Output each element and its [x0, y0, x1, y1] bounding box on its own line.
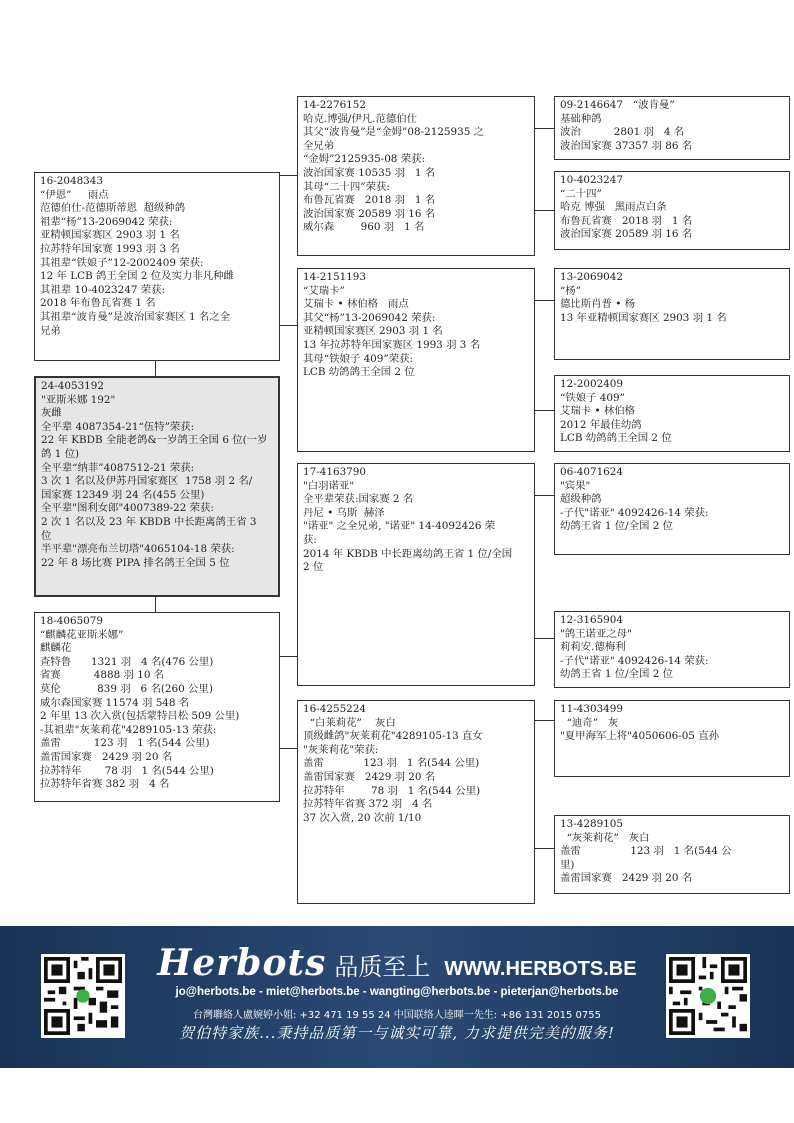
pedigree-line: 17-4163790: [303, 466, 367, 478]
pedigree-box-ggg-8: [554, 815, 790, 894]
pedigree-line: 灰雌: [41, 407, 62, 420]
pedigree-line: "夏甲海军上将"4050606-05 直孙: [560, 730, 719, 743]
pedigree-line: 位: [41, 529, 52, 542]
pedigree-line: 拉苏特年省赛 372 羽 4 名: [303, 798, 433, 811]
pedigree-line: “杨”: [560, 284, 582, 297]
pedigree-box-great-granddam-2: [297, 700, 535, 904]
footer-banner: [0, 926, 794, 1068]
pedigree-line: 鸽 1 位): [41, 447, 80, 460]
pedigree-line: 莫伦 839 羽 6 名(260 公里): [40, 682, 213, 695]
pedigree-line: -子代"诺亚" 4092426-14 荣获:: [560, 506, 709, 519]
pedigree-line: 09-2146647 “波肯曼”: [560, 99, 675, 111]
pedigree-line: 德比斯肖普 • 杨: [560, 298, 636, 311]
connector: [534, 210, 554, 211]
pedigree-line: "鸽王诺亚之母": [560, 627, 632, 640]
pedigree-line: 盖雷 123 羽 1 名(544 公: [560, 845, 732, 858]
pedigree-box-ggg-2: [554, 171, 790, 250]
pedigree-line: "灰莱莉花"荣获:: [303, 743, 379, 756]
pedigree-line: 13-2069042: [560, 271, 624, 283]
pedigree-line: 莉莉安.德梅利: [560, 641, 626, 654]
pedigree-line: 18-4065079: [40, 615, 104, 627]
pedigree-line: 获:: [303, 533, 317, 546]
pedigree-line: 波治国家赛 20589 羽 16 名: [560, 228, 693, 241]
pedigree-line: 其母“二十四”荣获:: [303, 180, 390, 193]
pedigree-line: “艾瑞卡”: [303, 284, 345, 297]
pedigree-line: 12 年 LCB 鸽王全国 2 位及实力非凡种雌: [40, 270, 234, 283]
pedigree-line: 盖雷国家赛 2429 羽 20 名: [40, 750, 173, 763]
pedigree-line: 布鲁瓦省赛 2018 羽 1 名: [560, 214, 693, 227]
pedigree-line: "诺亚" 之全兄弟, "诺亚" 14-4092426 荣: [303, 520, 496, 533]
pedigree-box-ggg-6: [554, 611, 790, 688]
pedigree-line: “麒麟花亚斯米娜”: [40, 628, 124, 641]
pedigree-line: 全平辈荣获:国家赛 2 名: [303, 493, 414, 506]
pedigree-line: 哈克 博强 黑雨点白条: [560, 201, 667, 214]
pedigree-line: 13 年亚精顿国家赛区 2903 羽 1 名: [560, 311, 727, 324]
pedigree-line: 拉苏特年 78 羽 1 名(544 公里): [303, 784, 481, 797]
pedigree-line: -子代"诺亚" 4092426-14 荣获:: [560, 654, 709, 667]
phone-contacts: 台灣聯絡人盧婉婷小姐: +32 471 19 55 24 中国联络人逵暉一先生: +86 131 2015 0755: [193, 1010, 601, 1021]
pedigree-line: 威尔森国家赛 11574 羽 548 名: [40, 696, 190, 709]
pedigree-line: 12-2002409: [560, 378, 624, 390]
pedigree-line: 13-4289105: [560, 818, 624, 830]
slogan: 品质至上: [334, 953, 431, 981]
pedigree-line: 2018 年布鲁瓦省赛 1 名: [40, 297, 156, 310]
pedigree-line: 波治国家赛 10535 羽 1 名: [303, 166, 436, 179]
pedigree-line: 其祖辈“铁娘子”12-2002409 荣获:: [40, 256, 204, 269]
pedigree-line: “迪奇” 灰: [560, 716, 619, 729]
pedigree-line: 13 年拉苏特年国家赛区 1993 羽 3 名: [303, 338, 481, 351]
pedigree-line: 艾瑞卡 • 林伯格 雨点: [303, 298, 409, 311]
pedigree-line: “铁娘子 409”: [560, 391, 625, 404]
pedigree-box-ggg-5: [554, 463, 790, 555]
connector: [280, 325, 297, 326]
pedigree-line: 波治 2801 羽 4 名: [560, 126, 685, 139]
pedigree-line: 基础种鸽: [560, 112, 602, 125]
pedigree-line: 哈克.博强/伊凡.范德伯仕: [303, 112, 418, 125]
pedigree-box-ggg-1: [554, 96, 790, 160]
connector: [280, 656, 297, 657]
pedigree-line: 幼鸽王省 1 位/全国 2 位: [560, 520, 674, 533]
pedigree-line: 16-4255224: [303, 703, 367, 715]
pedigree-line: "亚斯米娜 192": [41, 393, 116, 406]
pedigree-line: 国家赛 12349 羽 24 名(455 公里): [41, 488, 205, 501]
pedigree-line: “白莱莉花” 灰白: [303, 716, 396, 729]
pedigree-line: 其祖辈“波肯曼”是波治国家赛区 1 名之全: [40, 310, 231, 323]
pedigree-line: 拉苏特年省赛 382 羽 4 名: [40, 778, 170, 791]
pedigree-line: 2 位: [303, 561, 324, 574]
connector: [155, 596, 156, 613]
pedigree-line: 盖雷国家赛 2429 羽 20 名: [560, 872, 693, 885]
pedigree-line: 亚精顿国家赛区 2903 羽 1 名: [40, 229, 180, 242]
connector: [534, 128, 554, 129]
pedigree-line: 11-4303499: [560, 703, 624, 715]
pedigree-line: 24-4053192: [41, 380, 105, 392]
pedigree-line: 顶级雌鸽"灰莱莉花"4289105-13 直女: [303, 730, 483, 743]
pedigree-line: 亚精顿国家赛区 2903 羽 1 名: [303, 325, 443, 338]
pedigree-line: LCB 幼鸽鸽王全国 2 位: [303, 366, 415, 379]
connector: [534, 300, 554, 301]
pedigree-line: 威尔森 960 羽 1 名: [303, 221, 425, 234]
pedigree-line: "白羽诺亚": [303, 479, 355, 492]
pedigree-line: 盖雷国家赛 2429 羽 20 名: [303, 770, 436, 783]
pedigree-line: 幼鸽王省 1 位/全国 2 位: [560, 668, 674, 681]
pedigree-box-granddam: [34, 612, 280, 802]
pedigree-line: 兄弟: [40, 324, 61, 337]
pedigree-line: “二十四”: [560, 187, 602, 200]
pedigree-line: 其父“杨”13-2069042 荣获:: [303, 311, 436, 324]
pedigree-line: 查特鲁 1321 羽 4 名(476 公里): [40, 655, 214, 668]
pedigree-line: “伊恩” 雨点: [40, 188, 109, 201]
pedigree-box-ggg-4: [554, 375, 790, 452]
pedigree-line: 14-2151193: [303, 271, 367, 283]
pedigree-line: 里): [560, 858, 575, 871]
herbots-logo: Herbots: [157, 942, 327, 984]
connector: [534, 848, 554, 849]
pedigree-line: 12-3165904: [560, 614, 624, 626]
pedigree-line: “金姆”2125935-08 荣获:: [303, 153, 425, 166]
tagline: 贺伯特家族...秉持品质第一与诚实可靠, 力求提供完美的服务!: [179, 1024, 615, 1042]
connector: [534, 638, 554, 639]
pedigree-line: 其父“波肯曼”是“金姆”08-2125935 之: [303, 126, 485, 139]
pedigree-line: 全平辈 4087354-21“伍特”荣获:: [41, 420, 195, 433]
connector: [534, 720, 554, 721]
pedigree-line: 拉苏特年国家赛 1993 羽 3 名: [40, 242, 180, 255]
pedigree-line: 22 年 8 场比赛 PIPA 排名鸽王全国 5 位: [41, 556, 230, 569]
pedigree-box-ggg-7: [554, 700, 790, 777]
pedigree-line: 布鲁瓦省赛 2018 羽 1 名: [303, 194, 436, 207]
pedigree-line: 全平辈"图利女郎"4007389-22 荣获:: [41, 502, 214, 515]
pedigree-line: 2 次 1 名以及 23 年 KBDB 中长距离鸽王省 3: [41, 515, 257, 528]
pedigree-line: 06-4071624: [560, 466, 624, 478]
pedigree-box-great-granddam-1: [297, 268, 535, 452]
pedigree-line: 14-2276152: [303, 99, 367, 111]
connector: [155, 360, 156, 377]
pedigree-line: 半平辈"漂亮布兰切塔"4065104-18 荣获:: [41, 543, 235, 556]
pedigree-line: 其母“铁娘子 409”荣获:: [303, 352, 413, 365]
pedigree-box-grandsire: [34, 172, 280, 361]
brand-row: [0, 942, 794, 984]
connector: [280, 175, 297, 176]
pedigree-line: 16-2048343: [40, 175, 104, 187]
website-link[interactable]: WWW.HERBOTS.BE: [444, 958, 637, 980]
pedigree-line: 丹尼 • 乌斯 赫泽: [303, 506, 385, 519]
pedigree-line: 37 次入赏, 20 次前 1/10: [303, 811, 422, 824]
pedigree-line: 2012 年最佳幼鸽: [560, 418, 642, 431]
pedigree-box-great-grandsire-1: [297, 96, 535, 256]
pedigree-line: LCB 幼鸽鸽王全国 2 位: [560, 432, 672, 445]
pedigree-line: 麒麟花: [40, 642, 72, 655]
email-contacts[interactable]: jo@herbots.be - miet@herbots.be - wangting@herbots.be - pieterjan@herbots.be: [175, 986, 619, 998]
pedigree-line: 范德伯仕-范德斯蒂恩 超级种鸽: [40, 202, 186, 215]
pedigree-line: 盖雷 123 羽 1 名(544 公里): [40, 737, 210, 750]
pedigree-line: 全平辈“纳菲”4087512-21 荣获:: [41, 461, 195, 474]
pedigree-line: 拉苏特年 78 羽 1 名(544 公里): [40, 764, 214, 777]
connector: [280, 748, 297, 749]
pedigree-line: “灰莱莉花” 灰白: [560, 831, 650, 844]
pedigree-line: 2014 年 KBDB 中长距离幼鸽王省 1 位/全国: [303, 547, 513, 560]
pedigree-line: 10-4023247: [560, 174, 624, 186]
pedigree-box-ggg-3: [554, 268, 790, 360]
pedigree-line: 超级种鸽: [560, 493, 602, 506]
connector: [534, 495, 554, 496]
pedigree-line: 其祖辈 10-4023247 荣获:: [40, 283, 166, 296]
pedigree-line: 22 年 KBDB 全能老鸽&一岁鸽王全国 6 位(一岁: [41, 434, 268, 447]
pedigree-box-great-grandsire-2: [297, 463, 535, 686]
pedigree-line: 盖雷 123 羽 1 名(544 公里): [303, 757, 480, 770]
pedigree-line: "宾果": [560, 479, 591, 492]
pedigree-line: 波治国家赛 20589 羽 16 名: [303, 207, 436, 220]
pedigree-line: 艾瑞卡 • 林伯格: [560, 405, 636, 418]
pedigree-line: 波治国家赛 37357 羽 86 名: [560, 139, 693, 152]
pedigree-line: 全兄弟: [303, 139, 335, 152]
pedigree-line: -其祖辈"灰莱莉花"4289105-13 荣获:: [40, 723, 217, 736]
pedigree-line: 3 次 1 名以及伊苏丹国家赛区 1758 羽 2 名/: [41, 475, 253, 488]
pedigree-line: 祖辈“杨”13-2069042 荣获:: [40, 215, 173, 228]
pedigree-box-subject: [34, 376, 280, 597]
pedigree-line: 2 年里 13 次入赏(包括蒙特吕松 509 公里): [40, 710, 240, 723]
connector: [534, 410, 554, 411]
pedigree-line: 省赛 4888 羽 10 名: [40, 669, 165, 682]
